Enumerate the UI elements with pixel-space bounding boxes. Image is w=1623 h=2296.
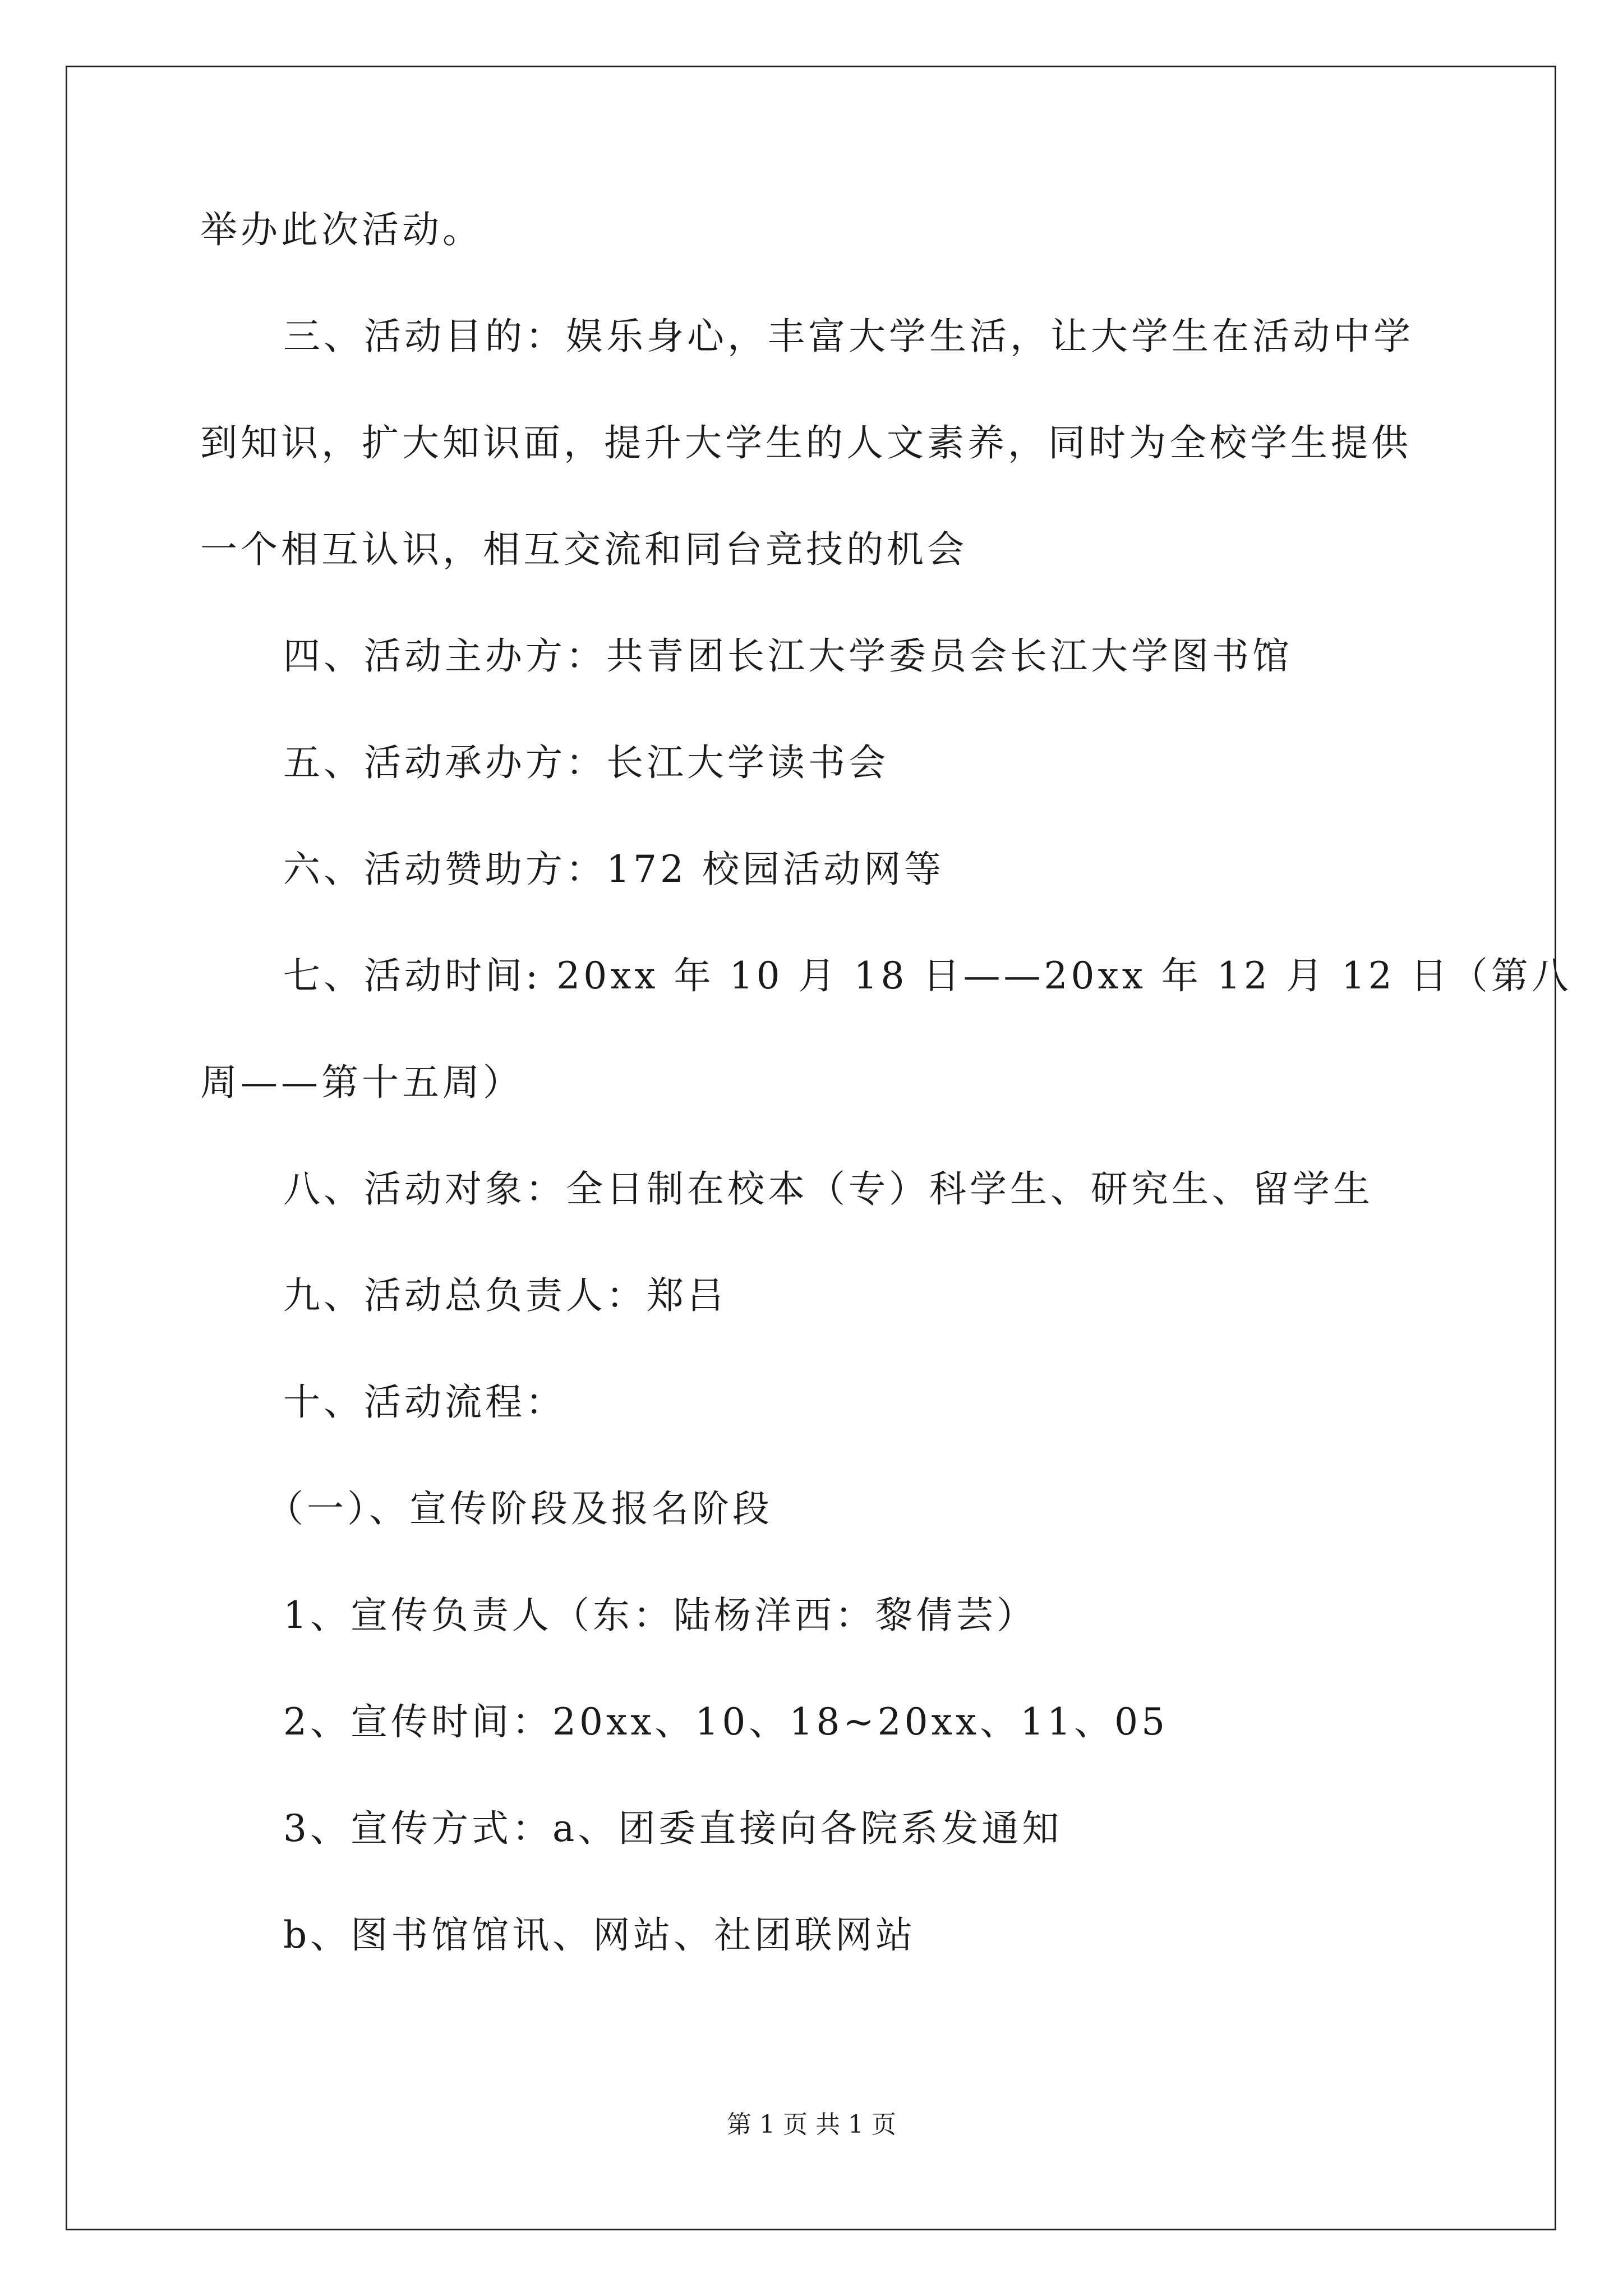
text-line: 周——第十五周） xyxy=(200,1061,523,1104)
text-line: 九、活动总负责人：郑吕 xyxy=(283,1274,727,1317)
text-line: 四、活动主办方：共青团长江大学委员会长江大学图书馆 xyxy=(283,634,1293,678)
text-line: 六、活动赞助方：172 校园活动网等 xyxy=(283,848,944,891)
text-line: 三、活动目的：娱乐身心，丰富大学生活，让大学生在活动中学 xyxy=(283,315,1414,358)
text-line: 到知识，扩大知识面，提升大学生的人文素养，同时为全校学生提供 xyxy=(200,421,1412,464)
text-line: b、图书馆馆讯、网站、社团联网站 xyxy=(283,1913,916,1957)
text-line: 举办此次活动。 xyxy=(200,208,483,251)
text-line: 2、宣传时间：20xx、10、18~20xx、11、05 xyxy=(283,1700,1169,1743)
text-line: （一）、宣传阶段及报名阶段 xyxy=(266,1487,773,1530)
text-line: 1、宣传负责人（东：陆杨洋西：黎倩芸） xyxy=(283,1594,1037,1637)
text-line: 七、活动时间: 20xx 年 10 月 18 日——20xx 年 12 月 12 日（第八 xyxy=(283,954,1572,997)
page-number-footer: 第 1 页 共 1 页 xyxy=(727,2110,896,2139)
text-line: 八、活动对象：全日制在校本（专）科学生、研究生、留学生 xyxy=(283,1167,1373,1211)
text-line: 一个相互认识，相互交流和同台竞技的机会 xyxy=(200,528,967,571)
page-border xyxy=(66,66,1556,2230)
text-line: 3、宣传方式：a、团委直接向各院系发通知 xyxy=(283,1807,1063,1850)
text-line: 五、活动承办方：长江大学读书会 xyxy=(283,741,889,784)
text-line: 十、活动流程： xyxy=(283,1381,566,1424)
